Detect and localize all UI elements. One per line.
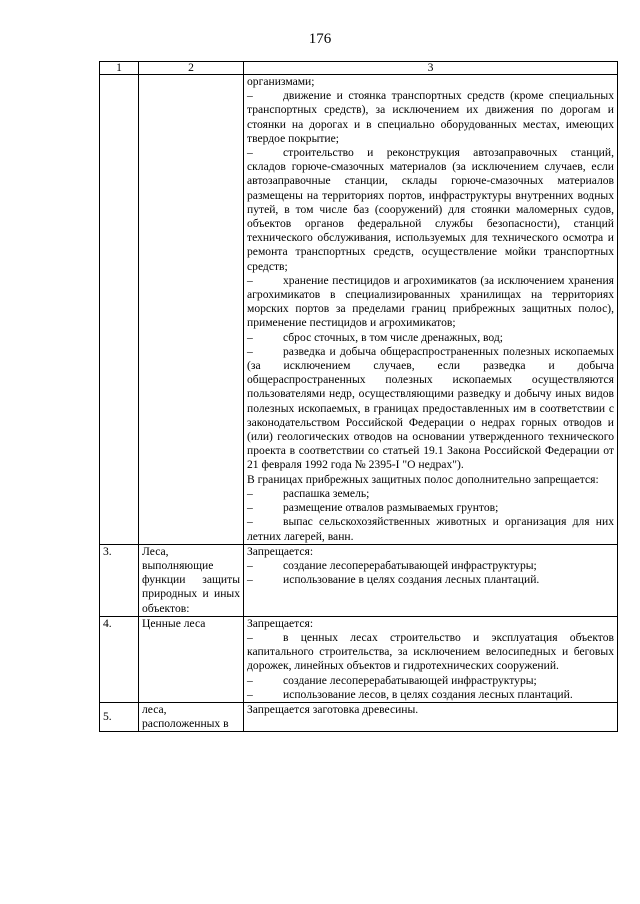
table-row: [100, 544, 618, 616]
header-cell-1: 1: [100, 62, 139, 75]
restriction-item: [247, 515, 614, 543]
table-row: [100, 75, 618, 545]
dash-marker: –: [247, 486, 253, 500]
header-cell-2: 2: [139, 62, 244, 75]
restriction-text: Запрещается:: [247, 544, 314, 558]
restriction-item: [247, 146, 614, 274]
restriction-item: [247, 501, 614, 515]
restriction-item: [247, 559, 614, 573]
dash-marker: –: [247, 501, 253, 515]
restrictions-cell: [244, 544, 618, 616]
restriction-text: распашка земель;: [283, 486, 370, 500]
restriction-text: разведка и добыча общераспространенных полезных ископаемых (за исключением случаев, если разведка и добыча общераспространенных полезных ископаемых осуществляются пользователями недр, осуществляющими разведку и добычу иных видов полезных ископаемых, в границах предоставленных им в соответствии с законодательством Российской Федерации о недрах горных отводов и (или) геологических отводов на основании утвержденного технического проекта в соответствии со статьей 19.1 Закона Российской Федерации от 21 февраля 1992 года № 2395-I "О недрах").: [247, 344, 614, 472]
restriction-item: [247, 631, 614, 674]
restriction-item: [247, 89, 614, 146]
restriction-text: строительство и реконструкция автозаправочных станций, складов горюче-смазочных материалов (за исключением случаев, если автозаправочные станции, склады горюче-смазочных материалов размещены на территориях портов, инфраструктуры внутренних водных путей, в том числе баз (сооружений) для стоянки маломерных судов, объектов органов федеральной службы безопасности), станций технического обслуживания, используемых для технического осмотра и ремонта транспортных средств, осуществление мойки транспортных средств;: [247, 146, 614, 273]
dash-marker: –: [247, 330, 253, 344]
restriction-text: использование в целях создания лесных плантаций.: [283, 573, 540, 587]
restriction-text: в ценных лесах строительство и эксплуатация объектов капитального строительства, за исключением велосипедных и беговых дорожек, линейных объектов и гидротехнических сооружений.: [247, 630, 614, 673]
dash-marker: –: [247, 673, 253, 687]
restriction-text: размещение отвалов размываемых грунтов;: [283, 501, 499, 515]
dash-marker: –: [247, 687, 253, 701]
restriction-text: В границах прибрежных защитных полос дополнительно запрещается:: [247, 472, 599, 486]
dash-marker: –: [247, 573, 253, 587]
restriction-text: создание лесоперерабатывающей инфраструктуры;: [283, 558, 537, 572]
table-header-row: [100, 62, 618, 75]
header-cell-3: 3: [244, 62, 618, 75]
restriction-item: [247, 274, 614, 331]
restriction-item: [247, 345, 614, 473]
restriction-text: использование лесов, в целях создания лесных плантаций.: [283, 687, 573, 701]
restriction-paragraph: [247, 545, 614, 559]
restriction-item: [247, 331, 614, 345]
regulation-table: [99, 61, 618, 732]
restriction-item: [247, 674, 614, 688]
row-number: 5.: [100, 702, 139, 731]
dash-marker: –: [247, 146, 253, 160]
row-number: 4.: [100, 616, 139, 702]
restriction-paragraph: [247, 617, 614, 631]
restriction-text: организмами;: [247, 75, 315, 88]
dash-marker: –: [247, 89, 253, 103]
dash-marker: –: [247, 630, 253, 644]
restrictions-cell: [244, 75, 618, 545]
forest-category: [139, 75, 244, 545]
restriction-item: [247, 573, 614, 587]
page-number: 176: [308, 31, 332, 47]
table-body: [100, 75, 618, 732]
dash-marker: –: [247, 344, 253, 358]
restrictions-cell: [244, 616, 618, 702]
restriction-text: выпас сельскохозяйственных животных и организация для них летних лагерей, ванн.: [247, 515, 614, 543]
restriction-text: хранение пестицидов и агрохимикатов (за исключением хранения агрохимикатов в специализированных хранилищах на территориях морских портов за пределами границ прибрежных защитных полос), применение пестицидов и агрохимикатов;: [247, 273, 614, 330]
restriction-paragraph: [247, 75, 614, 89]
restriction-text: Запрещается:: [247, 616, 314, 630]
restriction-text: Запрещается заготовка древесины.: [247, 702, 419, 716]
restriction-item: [247, 487, 614, 501]
row-number: 3.: [100, 544, 139, 616]
restriction-item: [247, 688, 614, 702]
restrictions-cell: [244, 702, 618, 731]
restriction-paragraph: [247, 473, 614, 487]
restriction-text: создание лесоперерабатывающей инфраструктуры;: [283, 673, 537, 687]
dash-marker: –: [247, 558, 253, 572]
forest-category: леса, расположенных в: [139, 702, 244, 731]
table-row: [100, 616, 618, 702]
restriction-text: сброс сточных, в том числе дренажных, вод;: [283, 330, 503, 344]
restriction-paragraph: [247, 703, 614, 717]
restriction-text: движение и стоянка транспортных средств (кроме специальных транспортных средств), за исключением их движения по дорогам и стоянки на дорогах и в специально оборудованных местах, имеющих твердое покрытие;: [247, 89, 614, 145]
row-number: [100, 75, 139, 545]
forest-category: Леса, выполняющие функции защиты природных и иных объектов:: [139, 544, 244, 616]
dash-marker: –: [247, 273, 253, 287]
forest-category: Ценные леса: [139, 616, 244, 702]
table-row: [100, 702, 618, 731]
dash-marker: –: [247, 515, 253, 529]
